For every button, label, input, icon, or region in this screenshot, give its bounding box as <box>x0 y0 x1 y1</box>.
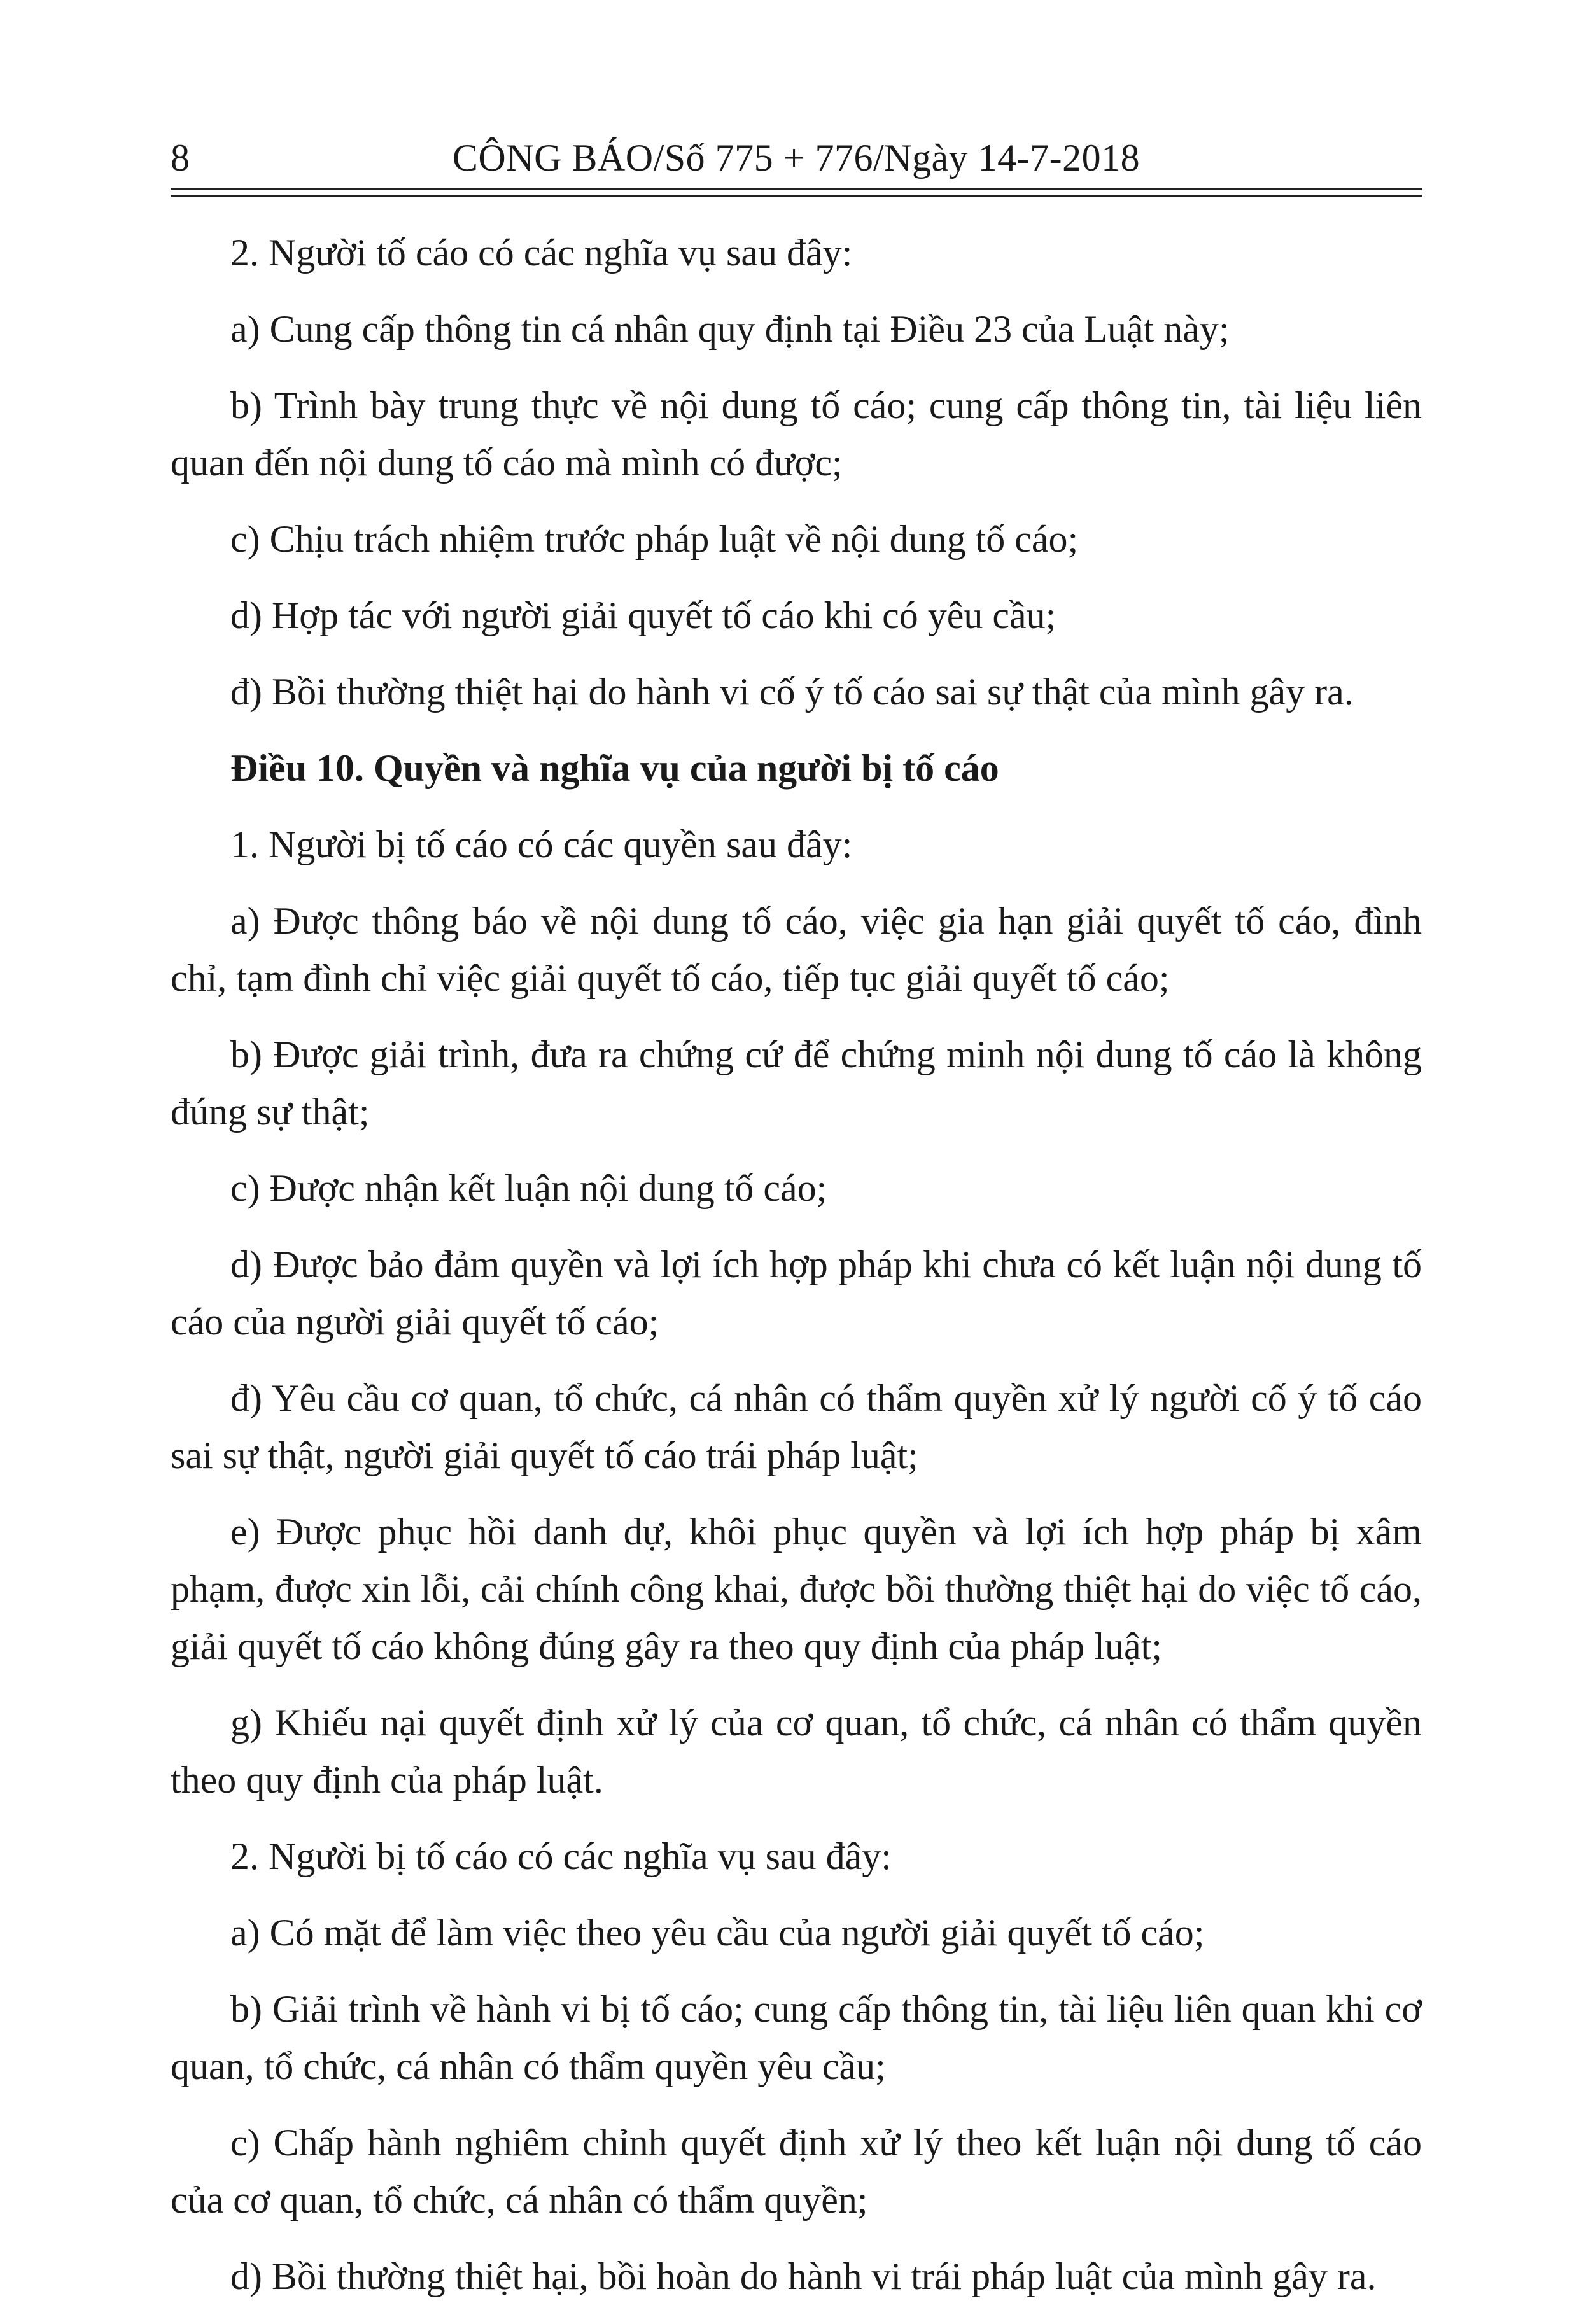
paragraph: c) Chịu trách nhiệm trước pháp luật về nội dung tố cáo; <box>230 518 1079 560</box>
paragraph: a) Được thông báo về nội dung tố cáo, việc gia hạn giải quyết tố cáo, đình chỉ, tạm đình chỉ việc giải quyết tố cáo, tiếp tục giải quyết tố cáo; <box>171 900 1422 999</box>
article-heading: Điều 10. Quyền và nghĩa vụ của người bị tố cáo <box>230 747 999 789</box>
paragraph: a) Có mặt để làm việc theo yêu cầu của người giải quyết tố cáo; <box>230 1912 1205 1954</box>
page-header <box>171 127 1422 185</box>
paragraph: g) Khiếu nại quyết định xử lý của cơ quan, tổ chức, cá nhân có thẩm quyền theo quy định của pháp luật. <box>171 1702 1422 1801</box>
paragraph: đ) Bồi thường thiệt hại do hành vi cố ý tố cáo sai sự thật của mình gây ra. <box>230 671 1354 713</box>
paragraph: c) Chấp hành nghiêm chỉnh quyết định xử lý theo kết luận nội dung tố cáo của cơ quan, tổ chức, cá nhân có thẩm quyền; <box>171 2122 1422 2221</box>
paragraph: b) Được giải trình, đưa ra chứng cứ để chứng minh nội dung tố cáo là không đúng sự thật; <box>171 1033 1422 1133</box>
header-rule-bottom <box>171 195 1422 197</box>
header-rule-top <box>171 188 1422 190</box>
paragraph: e) Được phục hồi danh dự, khôi phục quyền và lợi ích hợp pháp bị xâm phạm, được xin lỗi, cải chính công khai, được bồi thường thiệt hại do việc tố cáo, giải quyết tố cáo không đúng gây ra theo quy định của pháp luật; <box>171 1511 1422 1667</box>
page-number: 8 <box>171 137 190 179</box>
paragraph: b) Giải trình về hành vi bị tố cáo; cung cấp thông tin, tài liệu liên quan khi cơ quan, tổ chức, cá nhân có thẩm quyền yêu cầu; <box>171 1988 1422 2087</box>
paragraph: 2. Người bị tố cáo có các nghĩa vụ sau đây: <box>230 1835 892 1877</box>
paragraph: đ) Yêu cầu cơ quan, tổ chức, cá nhân có thẩm quyền xử lý người cố ý tố cáo sai sự thật, người giải quyết tố cáo trái pháp luật; <box>171 1377 1422 1476</box>
paragraph: b) Trình bày trung thực về nội dung tố cáo; cung cấp thông tin, tài liệu liên quan đến nội dung tố cáo mà mình có được; <box>171 384 1422 484</box>
paragraph-obligations-intro: 2. Người tố cáo có các nghĩa vụ sau đây: <box>230 232 853 274</box>
paragraph: a) Cung cấp thông tin cá nhân quy định tại Điều 23 của Luật này; <box>230 308 1230 350</box>
paragraph: 1. Người bị tố cáo có các quyền sau đây: <box>230 823 853 865</box>
paragraph: c) Được nhận kết luận nội dung tố cáo; <box>230 1167 827 1209</box>
gazette-title: CÔNG BÁO/Số 775 + 776/Ngày 14-7-2018 <box>452 137 1140 179</box>
document-body <box>171 224 1422 2324</box>
paragraph: d) Bồi thường thiệt hại, bồi hoàn do hành vi trái pháp luật của mình gây ra. <box>230 2255 1377 2297</box>
paragraph: d) Được bảo đảm quyền và lợi ích hợp pháp khi chưa có kết luận nội dung tố cáo của người giải quyết tố cáo; <box>171 1243 1422 1343</box>
paragraph: d) Hợp tác với người giải quyết tố cáo khi có yêu cầu; <box>230 594 1056 636</box>
